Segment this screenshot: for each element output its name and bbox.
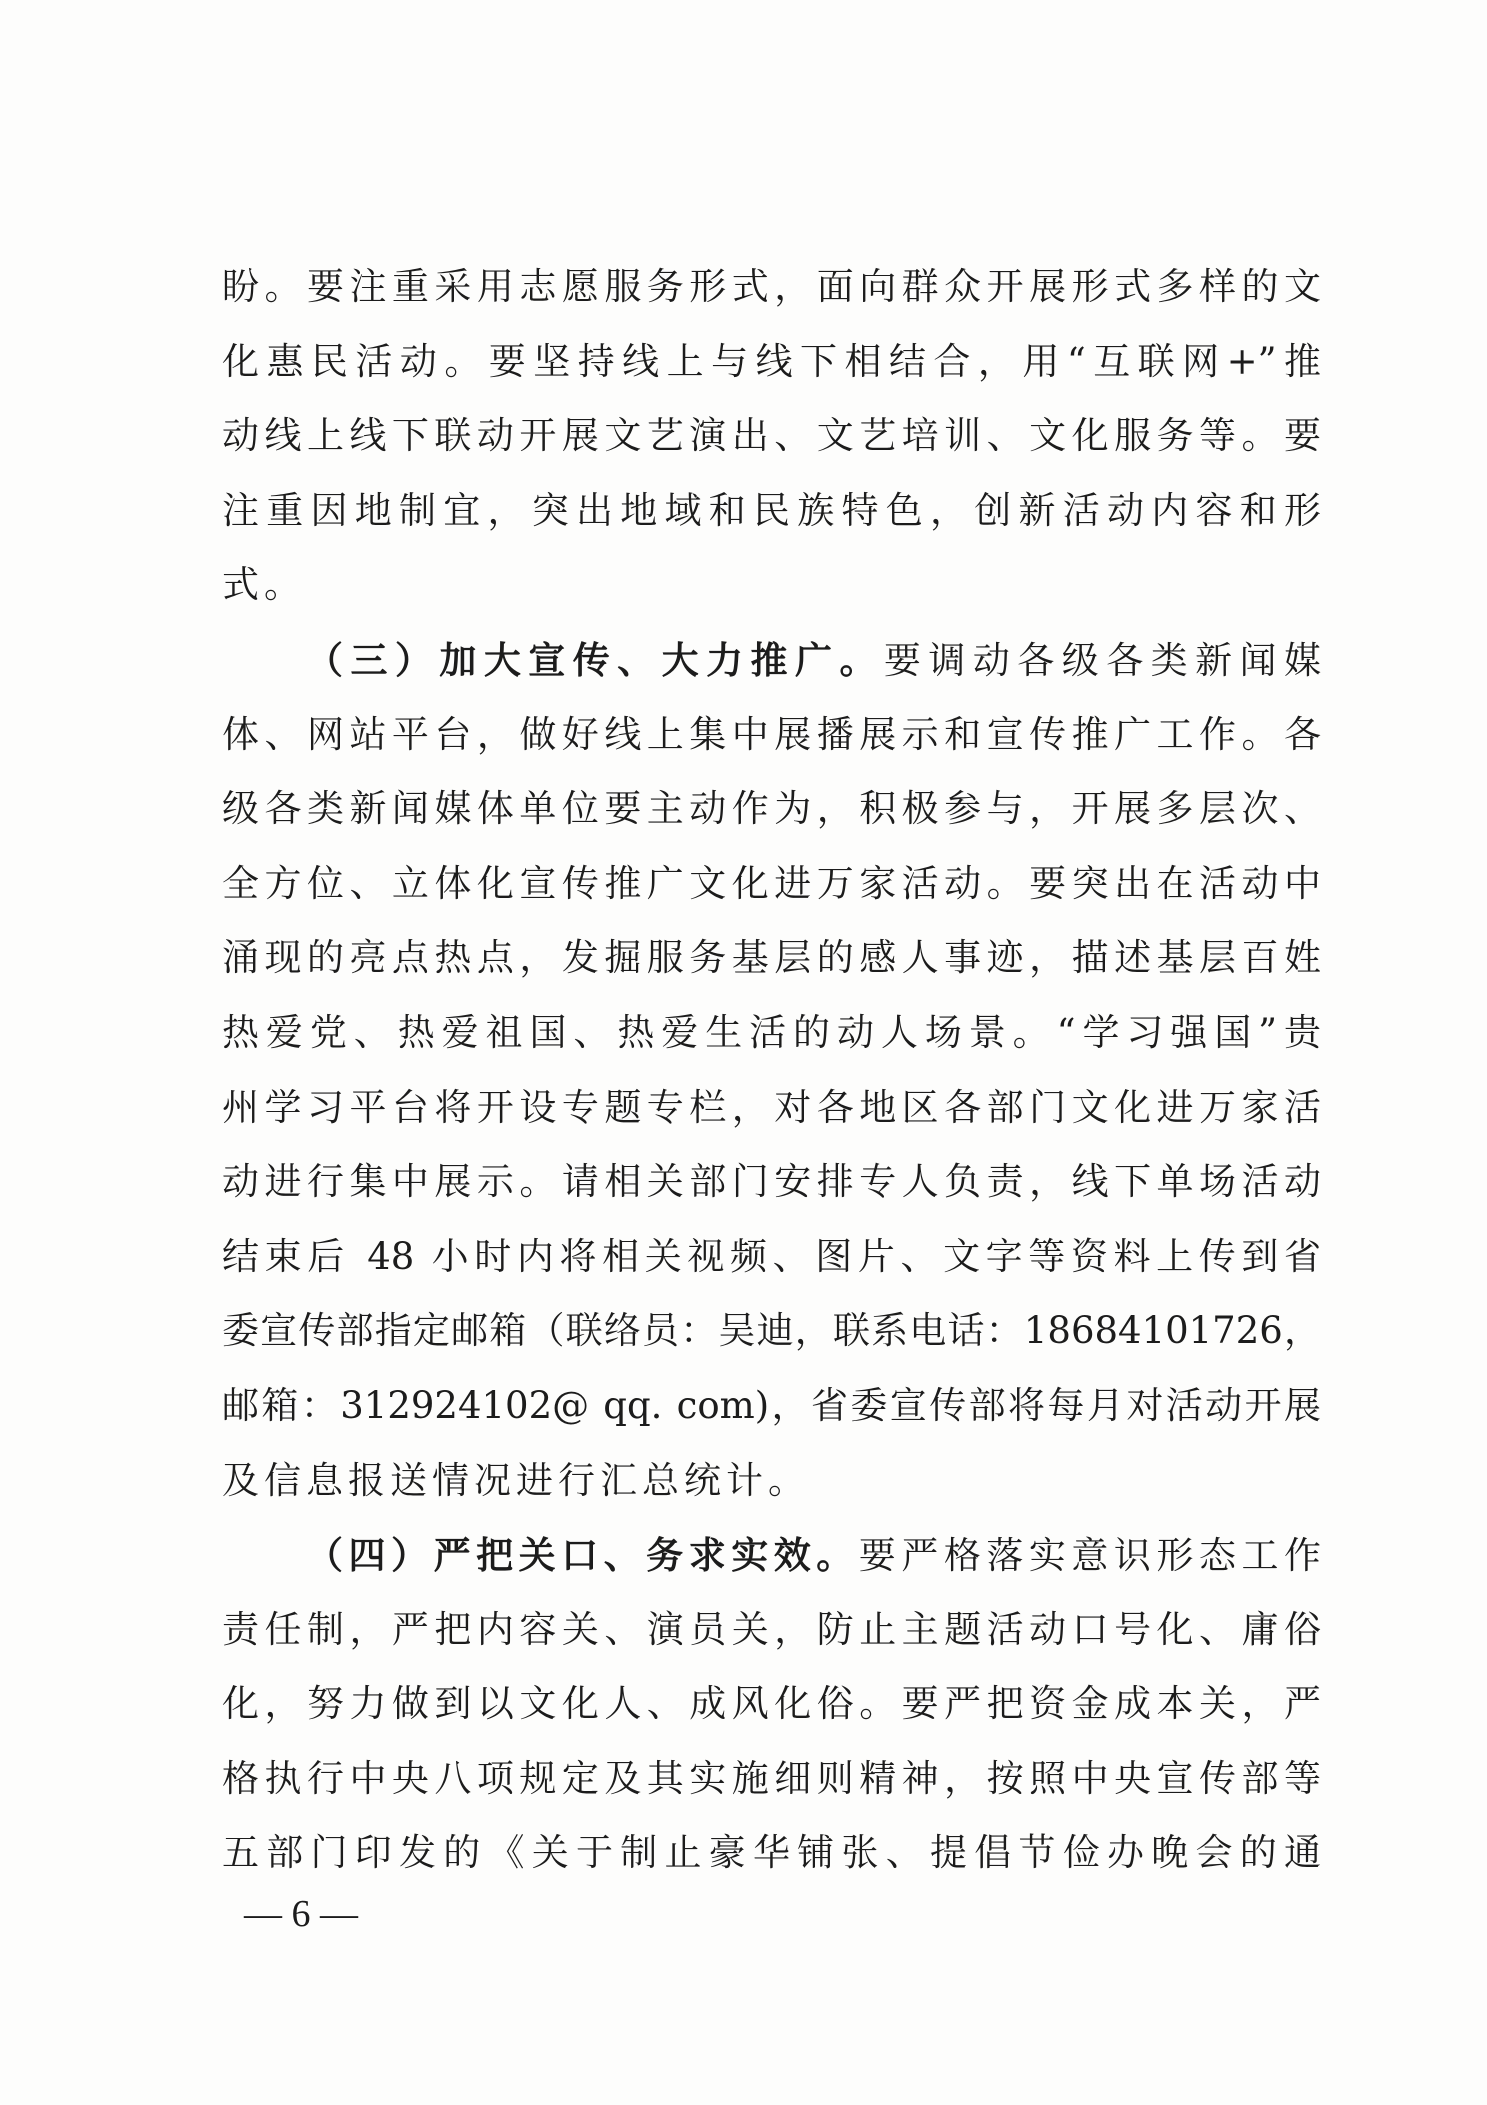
- section-four-line: [222, 1518, 1321, 1593]
- text-line: 动线上线下联动开展文艺演出、文艺培训、文化服务等。要: [222, 414, 1321, 458]
- page-number: — 6 —: [244, 1893, 358, 1935]
- text-line: 格执行中央八项规定及其实施细则精神，按照中央宣传部等: [222, 1756, 1321, 1800]
- section-three-line: [222, 623, 1321, 698]
- text-line: 化，努力做到以文化人、成风化俗。要严把资金成本关，严: [222, 1682, 1321, 1726]
- section-four-heading: （四）严把关口、务求实效。: [306, 1533, 859, 1578]
- section-three-heading: （三）加大宣传、大力推广。: [306, 637, 884, 682]
- email-line: 邮箱：312924102@ qq. com)，省委宣传部将每月对活动开展: [222, 1383, 1321, 1427]
- text-line: 责任制，严把内容关、演员关，防止主题活动口号化、庸俗: [222, 1607, 1321, 1651]
- text-line: 州学习平台将开设专题专栏，对各地区各部门文化进万家活: [222, 1085, 1321, 1129]
- text-line: 全方位、立体化宣传推广文化进万家活动。要突出在活动中: [222, 861, 1321, 905]
- text-span: 要调动各级各类新闻媒: [883, 638, 1321, 682]
- text-line: 体、网站平台，做好线上集中展播展示和宣传推广工作。各: [222, 712, 1321, 756]
- text-span: 要严格落实意识形态工作: [858, 1534, 1321, 1578]
- text-line: 化惠民活动。要坚持线上与线下相结合，用“互联网+”推: [222, 339, 1321, 383]
- text-line: 盼。要注重采用志愿服务形式，面向群众开展形式多样的文: [222, 265, 1321, 308]
- text-line: 式。: [222, 563, 306, 607]
- text-line: 及信息报送情况进行汇总统计。: [222, 1458, 810, 1502]
- text-line: 涌现的亮点热点，发掘服务基层的感人事迹，描述基层百姓: [222, 936, 1321, 980]
- body-text: [222, 250, 1321, 1891]
- text-line: 级各类新闻媒体单位要主动作为，积极参与，开展多层次、: [222, 787, 1321, 831]
- text-line: 结束后 48 小时内将相关视频、图片、文字等资料上传到省: [222, 1234, 1321, 1278]
- contact-line: 委宣传部指定邮箱（联络员：吴迪，联系电话：18684101726，: [222, 1309, 1321, 1353]
- text-line: 热爱党、热爱祖国、热爱生活的动人场景。“学习强国”贵: [222, 1010, 1321, 1054]
- text-line: 注重因地制宜，突出地域和民族特色，创新活动内容和形: [222, 488, 1321, 532]
- text-line: 动进行集中展示。请相关部门安排专人负责，线下单场活动: [222, 1160, 1321, 1204]
- text-line: 五部门印发的《关于制止豪华铺张、提倡节俭办晚会的通: [222, 1831, 1321, 1875]
